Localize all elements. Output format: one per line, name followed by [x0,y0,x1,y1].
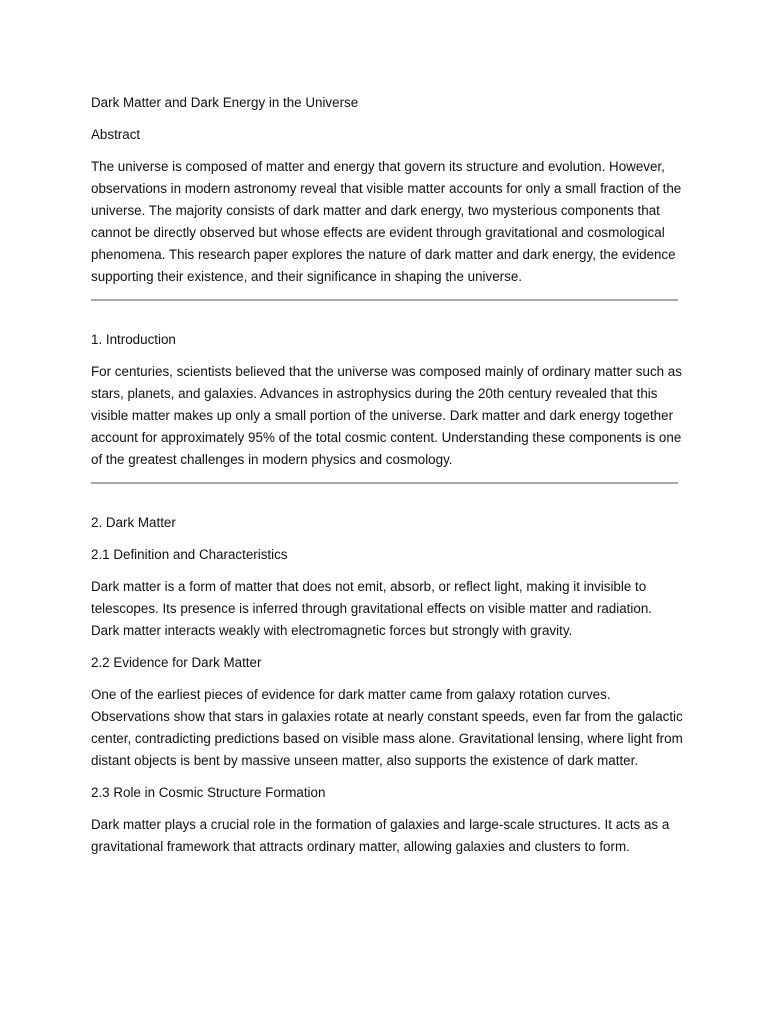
structure-formation-heading: 2.3 Role in Cosmic Structure Formation [91,785,326,800]
section-divider [91,299,678,301]
definition-heading: 2.1 Definition and Characteristics [91,547,288,562]
abstract-text: The universe is composed of matter and energy that govern its structure and evolution. However, observations in modern astronomy reveal that visible matter accounts for only a small fraction of the universe. The majority consists of dark matter and dark energy, two mysterious components that cannot be directly observed but whose effects are evident through gravitational and cosmological phenomena. This research paper explores the nature of dark matter and dark energy, the evidence supporting their existence, and their significance in shaping the universe. [91,159,682,284]
document-page [91,92,683,868]
introduction-heading: 1. Introduction [91,332,176,347]
evidence-text: One of the earliest pieces of evidence for dark matter came from galaxy rotation curves. Observations show that stars in galaxies rotate at nearly constant speeds, even far from the galactic center, contradicting predictions based on visible mass alone. Gravitational lensing, where light from distant objects is bent by massive unseen matter, also supports the existence of dark matter. [91,687,683,768]
structure-formation-text: Dark matter plays a crucial role in the formation of galaxies and large-scale structures. It acts as a gravitational framework that attracts ordinary matter, allowing galaxies and clusters to form. [91,817,670,854]
dark-matter-heading: 2. Dark Matter [91,515,176,530]
evidence-heading: 2.2 Evidence for Dark Matter [91,655,262,670]
document-title: Dark Matter and Dark Energy in the Universe [91,95,359,110]
definition-text: Dark matter is a form of matter that does not emit, absorb, or reflect light, making it invisible to telescopes. Its presence is inferred through gravitational effects on visible matter and radiation. Dark matter interacts weakly with electromagnetic forces but strongly with gravity. [91,579,652,638]
introduction-text: For centuries, scientists believed that the universe was composed mainly of ordinary matter such as stars, planets, and galaxies. Advances in astrophysics during the 20th century revealed that this visible matter makes up only a small portion of the universe. Dark matter and dark energy together account for approximately 95% of the total cosmic content. Understanding these components is one of the greatest challenges in modern physics and cosmology. [91,364,682,467]
section-divider [91,482,678,484]
abstract-heading: Abstract [91,127,141,142]
